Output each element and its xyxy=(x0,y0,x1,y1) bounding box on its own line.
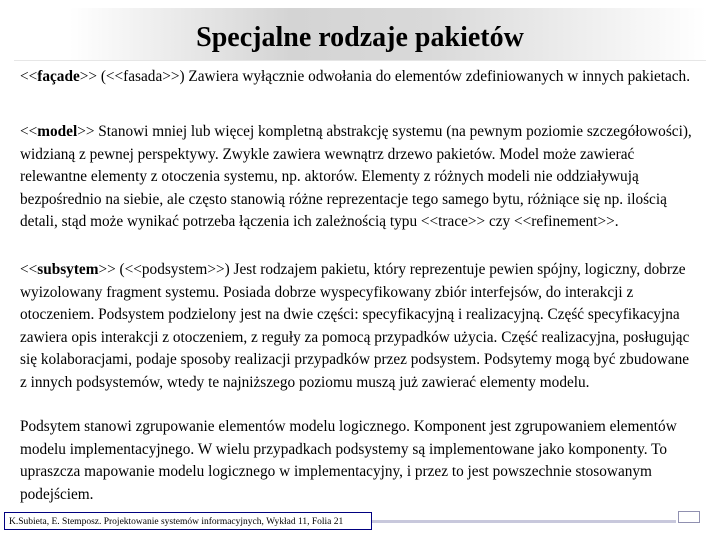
model-prefix: << xyxy=(20,123,38,140)
paragraph-facade xyxy=(20,66,692,89)
facade-keyword: façade xyxy=(37,68,80,85)
facade-text: >> (<<fasada>>) Zawiera wyłącznie odwołania do elementów zdefiniowanych w innych pakietach. xyxy=(79,68,691,85)
subsystem-prefix: << xyxy=(20,261,38,278)
model-keyword: model xyxy=(37,123,78,140)
slide-title: Specjalne rodzaje pakietów xyxy=(196,22,524,53)
title-bar xyxy=(14,8,706,61)
paragraph-model xyxy=(20,121,692,234)
subsystem-text: >> (<<podsystem>>) Jest rodzajem pakietu, który reprezentuje pewien spójny, logiczny, dobrze wyizolowany fragment systemu. Posiada dobrze wyspecyfikowany zbiór interfejsów, do interakcji z otoczeniem. Podsystem podzielony jest na dwie części: specyfikacyjną i realizacyjną. Część specyfikacyjna zawiera opis interakcji z otoczeniem, z reguły za pomocą przypadków użycia. Część realizacyjna, posługując się kolaboracjami, podaje sposoby realizacji przypadków przez podsystem. Podsytemy mogą być zbudowane z innych podsystemów, wtedy te najniższego poziomu muszą już zawierać elementy modelu. xyxy=(20,261,690,391)
footer-divider xyxy=(372,520,676,523)
facade-prefix: << xyxy=(20,68,38,85)
subsystem-keyword: subsytem xyxy=(37,261,99,278)
paragraph-subsystem xyxy=(20,259,692,394)
footer-decoration xyxy=(678,511,700,523)
model-text: >> Stanowi mniej lub więcej kompletną abstrakcję systemu (na pewnym poziomie szczegółowości), widzianą z pewnej perspektywy. Zwykle zawiera wewnątrz drzewo pakietów. Model może zawierać relewantne elementy z otoczenia systemu, np. aktorów. Elementy z różnych modeli nie oddziaływują bezpośrednio na siebie, ale często stanowią różne reprezentacje tego samego bytu, różniące się np. ilością detali, stąd może wynikać potrzeba łączenia ich zależnością typu <<trace>> czy <<refinement>>. xyxy=(20,123,692,230)
paragraph-closing: Podsytem stanowi zgrupowanie elementów modelu logicznego. Komponent jest zgrupowaniem elementów modelu implementacyjnego. W wielu przypadkach podsystemy są implementowane jako komponenty. To upraszcza mapowanie modelu logicznego w implementacyjny, i przez to jest powszechnie stosowanym podejściem. xyxy=(20,418,677,503)
footer-citation: K.Subieta, E. Stemposz. Projektowanie systemów informacyjnych, Wykład 11, Folia 21 xyxy=(4,512,372,530)
